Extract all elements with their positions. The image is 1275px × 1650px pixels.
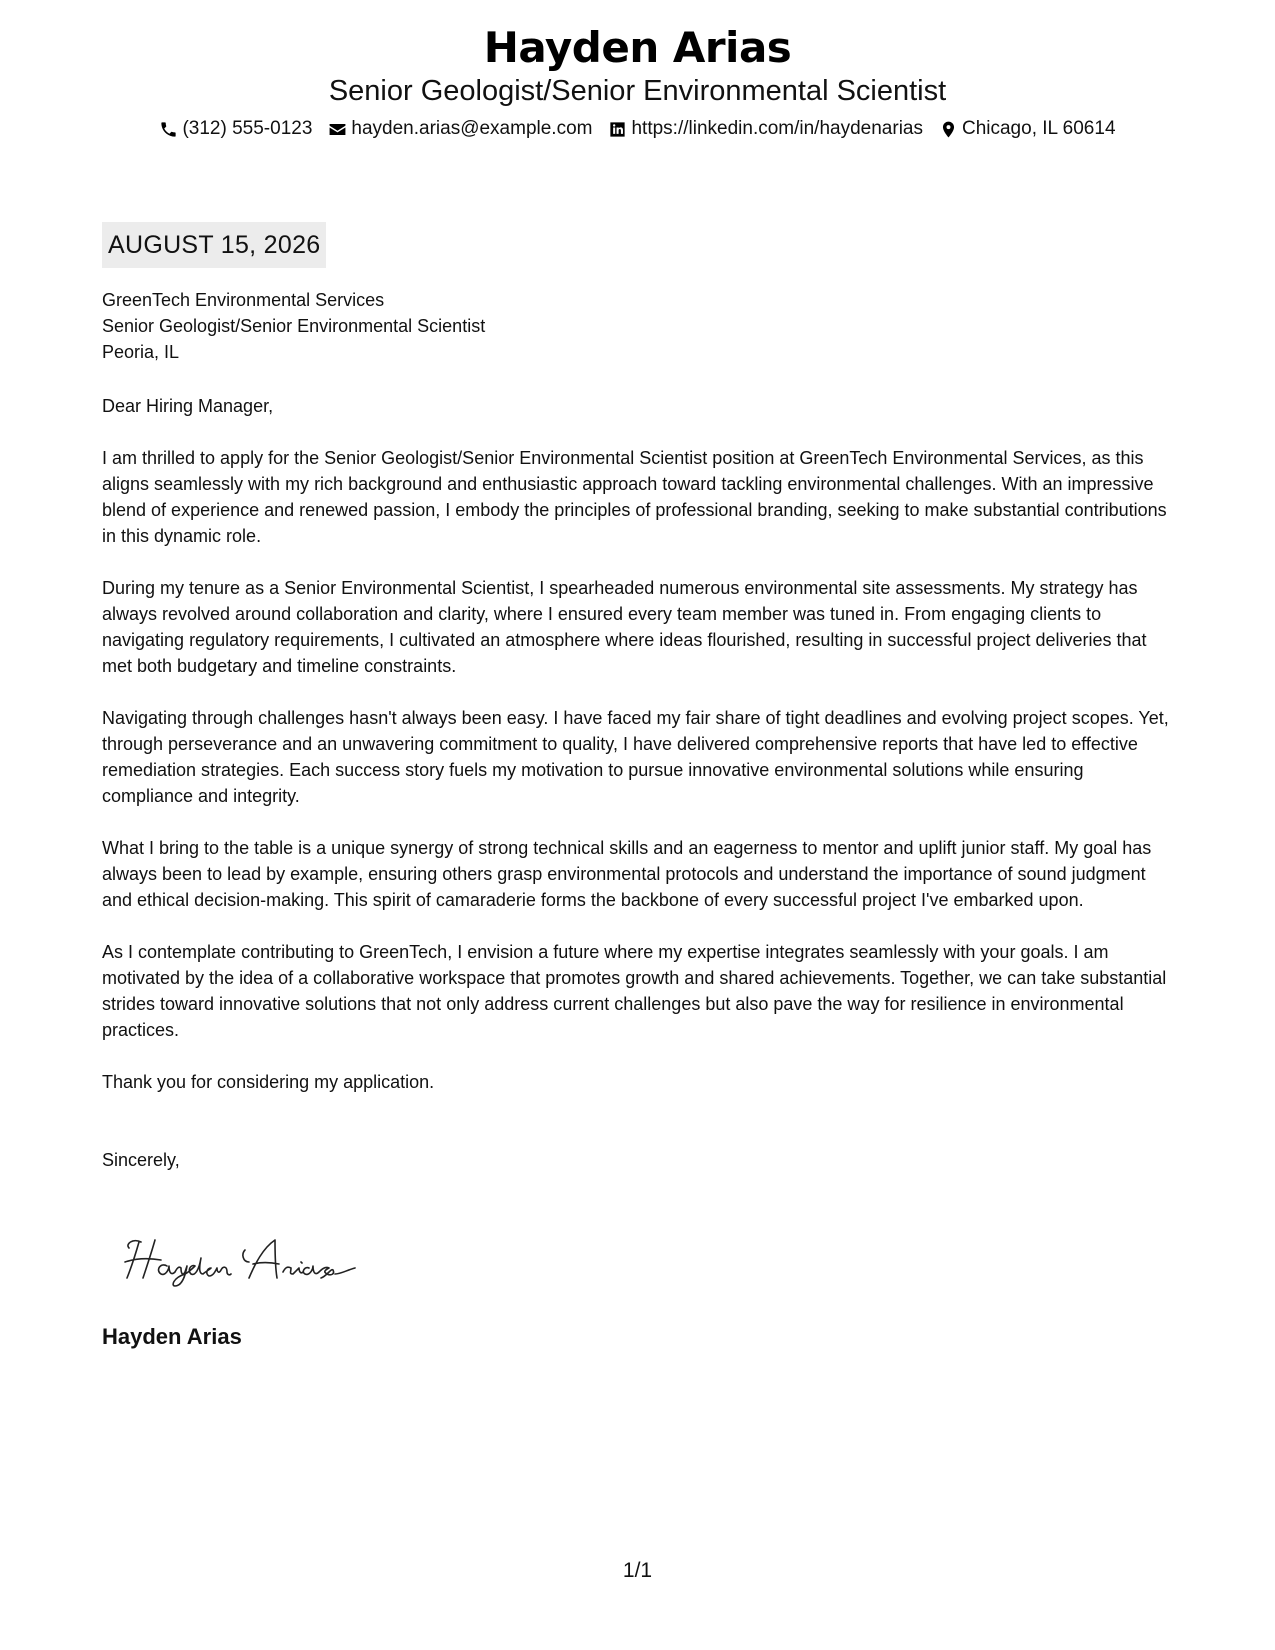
salutation: Dear Hiring Manager, <box>102 396 274 416</box>
contact-linkedin <box>608 116 923 142</box>
map-pin-icon <box>939 120 958 139</box>
email-address: hayden.arias@example.com <box>351 118 593 139</box>
contact-line <box>0 116 1275 142</box>
recipient-position: Senior Geologist/Senior Environmental Scientist <box>102 316 486 336</box>
contact-phone <box>159 116 312 142</box>
phone-icon <box>159 120 178 139</box>
applicant-headline: Senior Geologist/Senior Environmental Scientist <box>328 75 947 107</box>
linkedin-icon <box>608 120 627 139</box>
contact-email <box>328 116 592 142</box>
recipient-block <box>102 287 1172 365</box>
paragraph: Navigating through challenges hasn't always been easy. I have faced my fair share of tight deadlines and evolving project scopes. Yet, through perseverance and an unwavering commitment to quality, I have delivered comprehensive reports that have led to effective remediation strategies. Each success story fuels my motivation to pursue innovative environmental solutions while ensuring compliance and integrity. <box>102 708 1169 806</box>
page-number: 1/1 <box>622 1559 653 1582</box>
linkedin-url: https://linkedin.com/in/haydenarias <box>631 118 923 139</box>
recipient-location: Peoria, IL <box>102 342 180 362</box>
location-text: Chicago, IL 60614 <box>961 118 1116 139</box>
letter-header <box>0 22 1275 142</box>
paragraph: What I bring to the table is a unique synergy of strong technical skills and an eagerness to mentor and uplift junior staff. My goal has always been to lead by example, ensuring others grasp environmental protocols and understand the importance of sound judgment and ethical decision-making. This spirit of camaraderie forms the backbone of every successful project I've embarked upon. <box>102 838 1152 910</box>
paragraph: During my tenure as a Senior Environmental Scientist, I spearheaded numerous environmental site assessments. My strategy has always revolved around collaboration and clarity, where I ensured every team member was tuned in. From engaging clients to navigating regulatory requirements, I cultivated an atmosphere where ideas flourished, resulting in successful project deliveries that met both budgetary and timeline constraints. <box>102 578 1147 676</box>
paragraph: As I contemplate contributing to GreenTech, I envision a future where my expertise integrates seamlessly with your goals. I am motivated by the idea of a collaborative workspace that promotes growth and shared achievements. Together, we can take substantial strides toward innovative solutions that not only address current challenges but also pave the way for resilience in environmental practices. <box>102 942 1167 1040</box>
contact-location <box>939 116 1116 142</box>
envelope-icon <box>328 120 347 139</box>
letter-date: AUGUST 15, 2026 <box>102 222 326 268</box>
closing: Sincerely, <box>102 1150 180 1170</box>
recipient-company: GreenTech Environmental Services <box>102 290 385 310</box>
signer-name: Hayden Arias <box>102 1324 242 1349</box>
paragraph: I am thrilled to apply for the Senior Geologist/Senior Environmental Scientist position at GreenTech Environmental Services, as this aligns seamlessly with my rich background and enthusiastic approach toward tackling environmental challenges. With an impressive blend of experience and renewed passion, I embody the principles of professional branding, seeking to make substantial contributions in this dynamic role. <box>102 448 1167 546</box>
letter-body <box>102 287 1172 1173</box>
paragraph: Thank you for considering my application. <box>102 1072 435 1092</box>
handwritten-signature <box>115 1228 375 1290</box>
applicant-name: Hayden Arias <box>483 23 792 72</box>
phone-number: (312) 555-0123 <box>182 118 313 139</box>
